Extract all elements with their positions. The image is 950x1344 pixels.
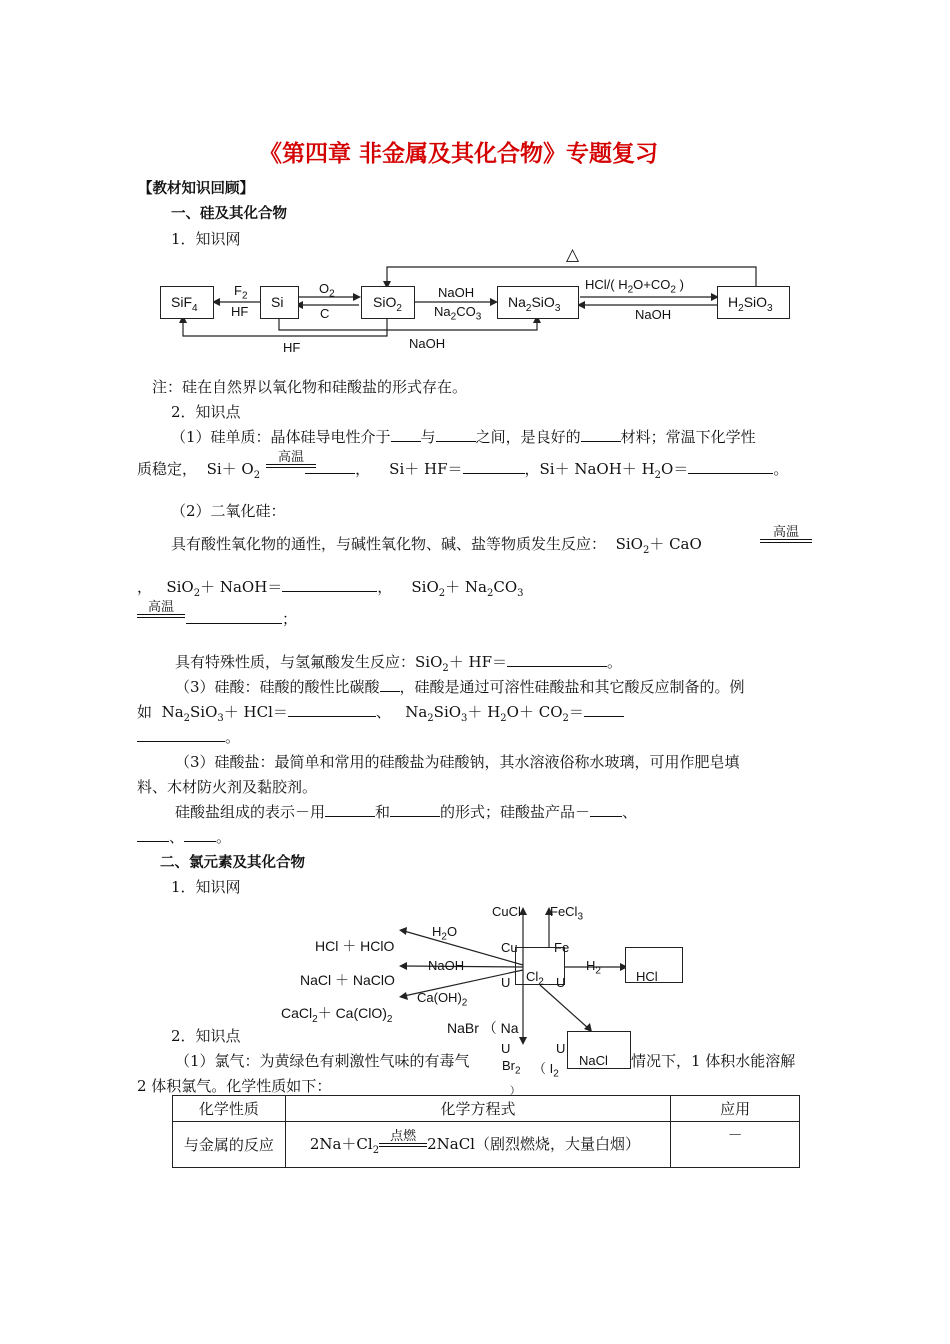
label-sio: SiO [743, 294, 768, 310]
label-nabr: NaBr （ Na [447, 1020, 519, 1036]
label-na2co3: $Na_2CO_3$ [434, 304, 482, 323]
label-f2: $F_2$ [234, 283, 248, 302]
label-delta: △ [566, 245, 580, 264]
page-title: 《第四章 非金属及其化合物》专题复习 [259, 141, 659, 167]
label-hcl-h2o-co2: HCl/( $H_2O+CO_2$ ) [585, 277, 684, 296]
equation-left: 2Na＋Cl [309, 1135, 373, 1153]
para-sio2-heading: （2）二氧化硅： [171, 502, 286, 520]
label-hf-top: HF [231, 304, 249, 319]
label-naoh: NaOH [428, 958, 465, 973]
para-chlorine-1a: （1）氯气：为黄绿色有刺激性气味的有毒气 [175, 1052, 470, 1070]
table-cell-application: － [671, 1122, 800, 1168]
chlorine-properties-table [172, 1095, 800, 1168]
box-hcl [625, 947, 683, 983]
para-si-1: （1）硅单质：晶体硅导电性介于 与 之间，是良好的 材料；常温下化学性 [171, 428, 756, 446]
label-cu: Cu [501, 940, 518, 955]
condition-gaowen-2: 高温 [760, 525, 812, 543]
label-caoh2: $Ca(OH)_2$ [417, 990, 468, 1009]
table-header-application: 应用 [671, 1096, 800, 1122]
label-br2: $Br_2$ [502, 1058, 521, 1077]
label-sif4: SiF [171, 294, 192, 310]
label-c: C [320, 306, 330, 321]
sub-2: 2 [525, 302, 532, 314]
label-i2: （ $I_2$ [533, 1061, 559, 1080]
label-u-3: U [501, 1041, 511, 1056]
sub-3: 3 [554, 302, 561, 314]
label-nacl: NaCl [579, 1053, 608, 1068]
label-naoh-right: NaOH [635, 307, 672, 322]
knowledge-net-label-2: 1．知识网 [171, 878, 241, 896]
table-cell-equation [285, 1122, 670, 1168]
label-h2: $H_2$ [586, 958, 601, 977]
para-silicate-1: （3）硅酸盐：最简单和常用的硅酸盐为硅酸钠，其水溶液俗称水玻璃，可用作肥皂填 [175, 753, 740, 771]
label-u-4: U [556, 1041, 566, 1056]
sub-2: 2 [372, 1145, 380, 1156]
label-u-2: U [556, 975, 566, 990]
condition-gaowen-1: 高温 [266, 450, 316, 468]
table-header-row [173, 1096, 800, 1122]
sub-2: 2 [396, 302, 402, 314]
para-silicate-2: 料、木材防火剂及黏胶剂。 [137, 778, 318, 796]
sub-3: 3 [767, 302, 773, 314]
sub-2: 2 [538, 976, 544, 988]
table-header-equation: 化学方程式 [285, 1096, 670, 1122]
label-si: Si [271, 294, 284, 310]
section-heading: 【教材知识回顾】 [138, 181, 254, 197]
para-chlorine-1b: 情况下，1 体积水能溶解 [631, 1052, 796, 1070]
sub-2: 2 [738, 302, 744, 314]
para-silicic-acid-2: 如 $Na_2SiO_3+ HCl=$ 、 $Na_2SiO_3+ H_2O+ CO_2=$ [137, 701, 624, 724]
table-header-property: 化学性质 [173, 1096, 286, 1122]
section-1-title: 一、硅及其化合物 [171, 206, 287, 222]
para-silicic-acid-1: （3）硅酸：硅酸的酸性比碳酸 ，硅酸是通过可溶性硅酸盐和其它酸反应制备的。例 [175, 678, 745, 696]
label-h: H [728, 294, 739, 310]
label-hf-bottom: HF [283, 340, 301, 355]
condition-gaowen-3: 高温 [137, 600, 185, 618]
table-row [173, 1122, 800, 1168]
label-u-1: U [501, 975, 511, 990]
knowledge-points-label-1: 2．知识点 [171, 403, 241, 421]
para-sio2-hf: 具有特殊性质，与氢氟酸发生反应：SiO$_2$＋ HF＝ 。 [175, 653, 623, 674]
knowledge-net-label-1: 1．知识网 [171, 230, 241, 248]
label-fecl3: FeCl$_3$ [550, 904, 584, 923]
label-na: Na [508, 294, 526, 310]
label-o2: $O_2$ [319, 281, 335, 300]
label-sio: SiO [373, 294, 397, 310]
para-chlorine-2: 2 体积氯气。化学性质如下： [137, 1077, 332, 1095]
label-hcl-hclo: HCl ＋ HClO [315, 938, 395, 954]
label-paren: ） [510, 1086, 520, 1097]
para-si-2: 质稳定， $Si+ O_2$ ， Si＋ HF＝ ，Si＋ NaOH＋ $H_2O=$ 。 [137, 460, 789, 481]
label-cl2: Cl [526, 969, 539, 984]
equation-right: 2NaCl（剧烈燃烧，大量白烟） [427, 1135, 640, 1153]
note-text: 注：硅在自然界以氧化物和硅酸盐的形式存在。 [152, 378, 468, 396]
label-cucl: CuCl [492, 904, 521, 919]
label-fe: Fe [554, 940, 570, 955]
sub-4: 4 [192, 302, 198, 314]
para-sio2-3: ； [186, 608, 297, 629]
para-silicate-4: 、 。 [137, 826, 231, 847]
label-naoh-bottom: NaOH [409, 336, 446, 351]
para-sio2-2: ， SiO$_2$＋ NaOH＝ ， $SiO_2+ Na_2CO_3$ [137, 578, 524, 599]
section-2-title: 二、氯元素及其化合物 [160, 855, 305, 871]
condition-dianran: 点燃 [379, 1129, 427, 1147]
label-h2o: $H_2O$ [432, 924, 458, 943]
label-hcl: HCl [636, 969, 658, 984]
label-cacl2-caclo2: CaCl$_2$＋ $Ca(ClO)_2$ [281, 1005, 393, 1025]
label-sio: SiO [531, 294, 555, 310]
para-silicate-3: 硅酸盐组成的表示－用 和 的形式；硅酸盐产品－ 、 [175, 803, 638, 821]
table-cell-property: 与金属的反应 [173, 1122, 286, 1168]
para-silicic-acid-3: 。 [137, 726, 240, 747]
label-nacl-naclo: NaCl ＋ NaClO [300, 972, 395, 988]
label-naoh-top: NaOH [438, 285, 475, 300]
knowledge-points-label-2: 2．知识点 [171, 1027, 241, 1045]
box-nacl [567, 1031, 631, 1069]
para-sio2-1: 具有酸性氧化物的通性，与碱性氧化物、碱、盐等物质发生反应： SiO$_2$＋ CaO [171, 535, 702, 556]
